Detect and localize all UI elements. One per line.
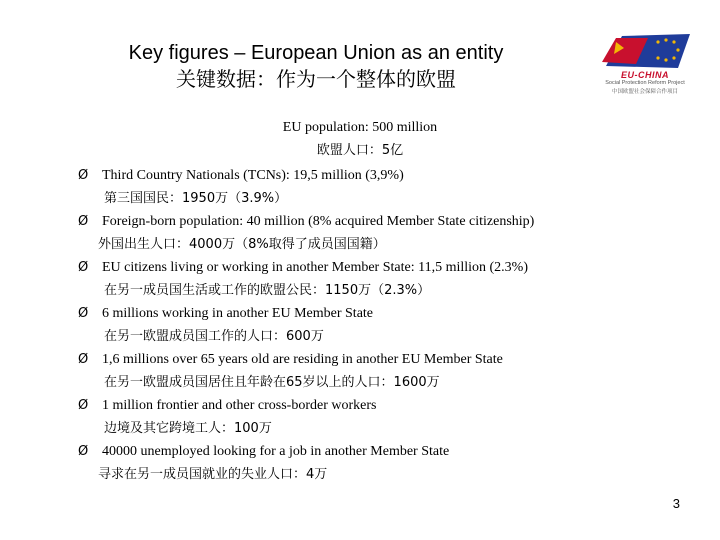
page-number: 3: [672, 496, 680, 511]
list-item-english: 1,6 millions over 65 years old are residing in another EU Member State: [102, 352, 503, 367]
list-item: [78, 256, 698, 302]
list-item: [78, 302, 698, 348]
list-item-english: Third Country Nationals (TCNs): 19,5 million (3,9%): [102, 168, 404, 183]
list-item: [78, 210, 698, 256]
list-item-chinese: 边境及其它跨境工人：100万: [104, 421, 272, 436]
list-item-chinese: 在另一欧盟成员国居住且年龄在65岁以上的人口：1600万: [104, 375, 440, 390]
list-item-chinese: 外国出生人口：4000万（8%取得了成员国国籍）: [98, 237, 386, 252]
arrow-bullet-icon: Ø: [78, 306, 89, 321]
list-item-chinese: 寻求在另一成员国就业的失业人口：4万: [98, 467, 328, 482]
list-item-english: 40000 unemployed looking for a job in another Member State: [102, 444, 450, 459]
arrow-bullet-icon: Ø: [78, 260, 89, 275]
arrow-bullet-icon: Ø: [78, 214, 89, 229]
key-figures-list: [78, 164, 698, 486]
arrow-bullet-icon: Ø: [78, 168, 89, 183]
intro-population-english: EU population: 500 million: [282, 120, 438, 135]
title-english: Key figures – European Union as an entity: [128, 42, 504, 64]
logo-subtitle-chinese: 中国欧盟社会保障合作项目: [611, 89, 678, 95]
arrow-bullet-icon: Ø: [78, 444, 89, 459]
arrow-bullet-icon: Ø: [78, 398, 89, 413]
list-item-chinese: 在另一欧盟成员国工作的人口：600万: [104, 329, 324, 344]
eu-china-logo: [592, 32, 698, 95]
logo-subtitle: Social Protection Reform Project: [605, 80, 685, 86]
list-item-chinese: 在另一成员国生活或工作的欧盟公民：1150万（2.3%）: [104, 283, 431, 298]
logo-wordmark: EU-CHINA: [621, 70, 669, 80]
list-item-english: 6 millions working in another EU Member State: [102, 306, 374, 321]
intro-population-chinese: 欧盟人口：5亿: [316, 143, 404, 158]
arrow-bullet-icon: Ø: [78, 352, 89, 367]
eu-china-flag-logo-icon: [602, 32, 690, 70]
title-chinese: 关键数据：作为一个整体的欧盟: [176, 69, 456, 91]
list-item: [78, 440, 698, 486]
slide-title: [96, 40, 536, 94]
list-item: [78, 348, 698, 394]
list-item-english: Foreign-born population: 40 million (8% acquired Member State citizenship): [102, 214, 535, 229]
list-item-chinese: 第三国国民：1950万（3.9%）: [104, 191, 288, 206]
list-item-english: 1 million frontier and other cross-border workers: [102, 398, 377, 413]
list-item: [78, 164, 698, 210]
list-item: [78, 394, 698, 440]
list-item-english: EU citizens living or working in another Member State: 11,5 million (2.3%): [102, 260, 529, 275]
